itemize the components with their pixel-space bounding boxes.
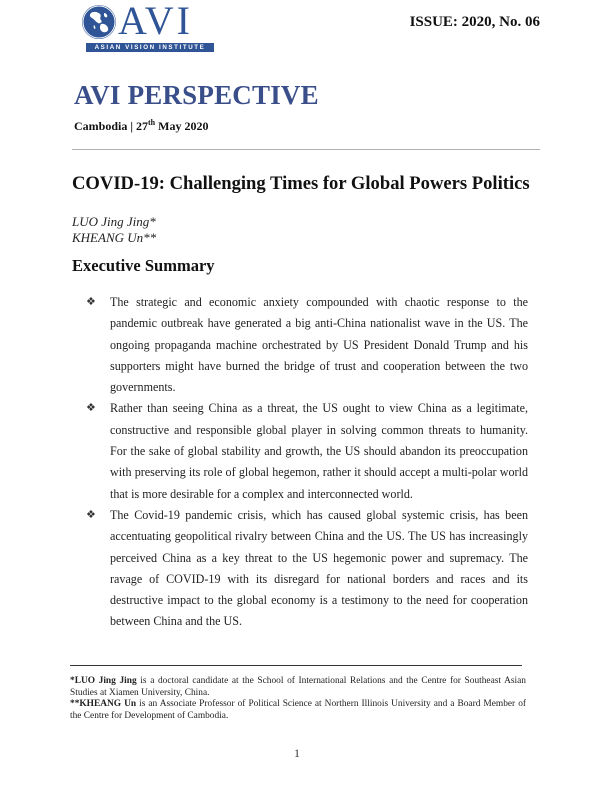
author-list [72,214,156,246]
diamond-bullet-icon: ❖ [86,508,96,521]
summary-bullet-list [86,292,528,633]
issue-number: ISSUE: 2020, No. 06 [409,14,540,30]
footnote-text: is an Associate Professor of Political Science at Northern Illinois University and a Board Member of the Centre for Development of Cambodia. [70,699,527,721]
bullet-text: The Covid-19 pandemic crisis, which has caused global systemic crisis, has been accentuating geopolitical rivalry between China and the US. The US has increasingly perceived China as a key threat to the US hegemonic power and supremacy. The ravage of COVID-19 with its disregard for national borders and races and its destructive impact to the global economy is a testimony to the need for cooperation between China and the US. [110,507,528,629]
footnote [70,676,526,699]
footnote-author: KHEANG Un [79,699,137,710]
publication-title: AVI PERSPECTIVE [74,80,319,110]
summary-bullet [86,292,528,398]
dateline-day-suffix: th [148,118,156,127]
bullet-text: The strategic and economic anxiety compounded with chaotic response to the pandemic outbreak have generated a big anti-China nationalist wave in the US. The ongoing propaganda machine orchestrated by US President Donald Trump and his supporters might have burned the bridge of trust and cooperation between the two governments. [110,295,528,395]
diamond-bullet-icon: ❖ [86,402,96,415]
footnote-text: is a doctoral candidate at the School of International Relations and the Centre for Southeast Asian Studies at Xiamen University, China. [70,676,526,698]
footnote-marker: ** [70,699,80,710]
dateline [74,118,208,134]
page-number: 1 [294,746,300,760]
globe-icon [82,5,116,39]
section-heading: Executive Summary [72,256,215,275]
avi-logo [80,0,230,51]
summary-bullet [86,398,528,504]
diamond-bullet-icon: ❖ [86,296,96,308]
summary-bullet [86,505,528,633]
footnote [70,699,526,722]
logo-letters: AVI [118,0,193,43]
footnote-author: LUO Jing Jing [74,676,137,686]
dateline-place: Cambodia | 27 [74,119,148,133]
author-name: LUO Jing Jing* [72,214,156,229]
article-title: COVID-19: Challenging Times for Global Powers Politics [72,173,530,194]
bullet-text: Rather than seeing China as a threat, the US ought to view China as a legitimate, constructive and responsible global player in solving common threats to humanity. For the sake of global stability and growth, the US should abandon its preoccupation with preserving its role of global hegemon, rather it should accept a multi-polar world that is more desirable for a complex and interconnected world. [110,401,528,501]
author-name: KHEANG Un** [72,230,157,245]
footnote-divider [70,665,522,666]
dateline-date: May 2020 [155,119,209,133]
footnote-marker: * [70,676,75,686]
logo-tagline: ASIAN VISION INSTITUTE [86,43,214,52]
header-divider [72,149,540,150]
footnotes [70,676,526,722]
